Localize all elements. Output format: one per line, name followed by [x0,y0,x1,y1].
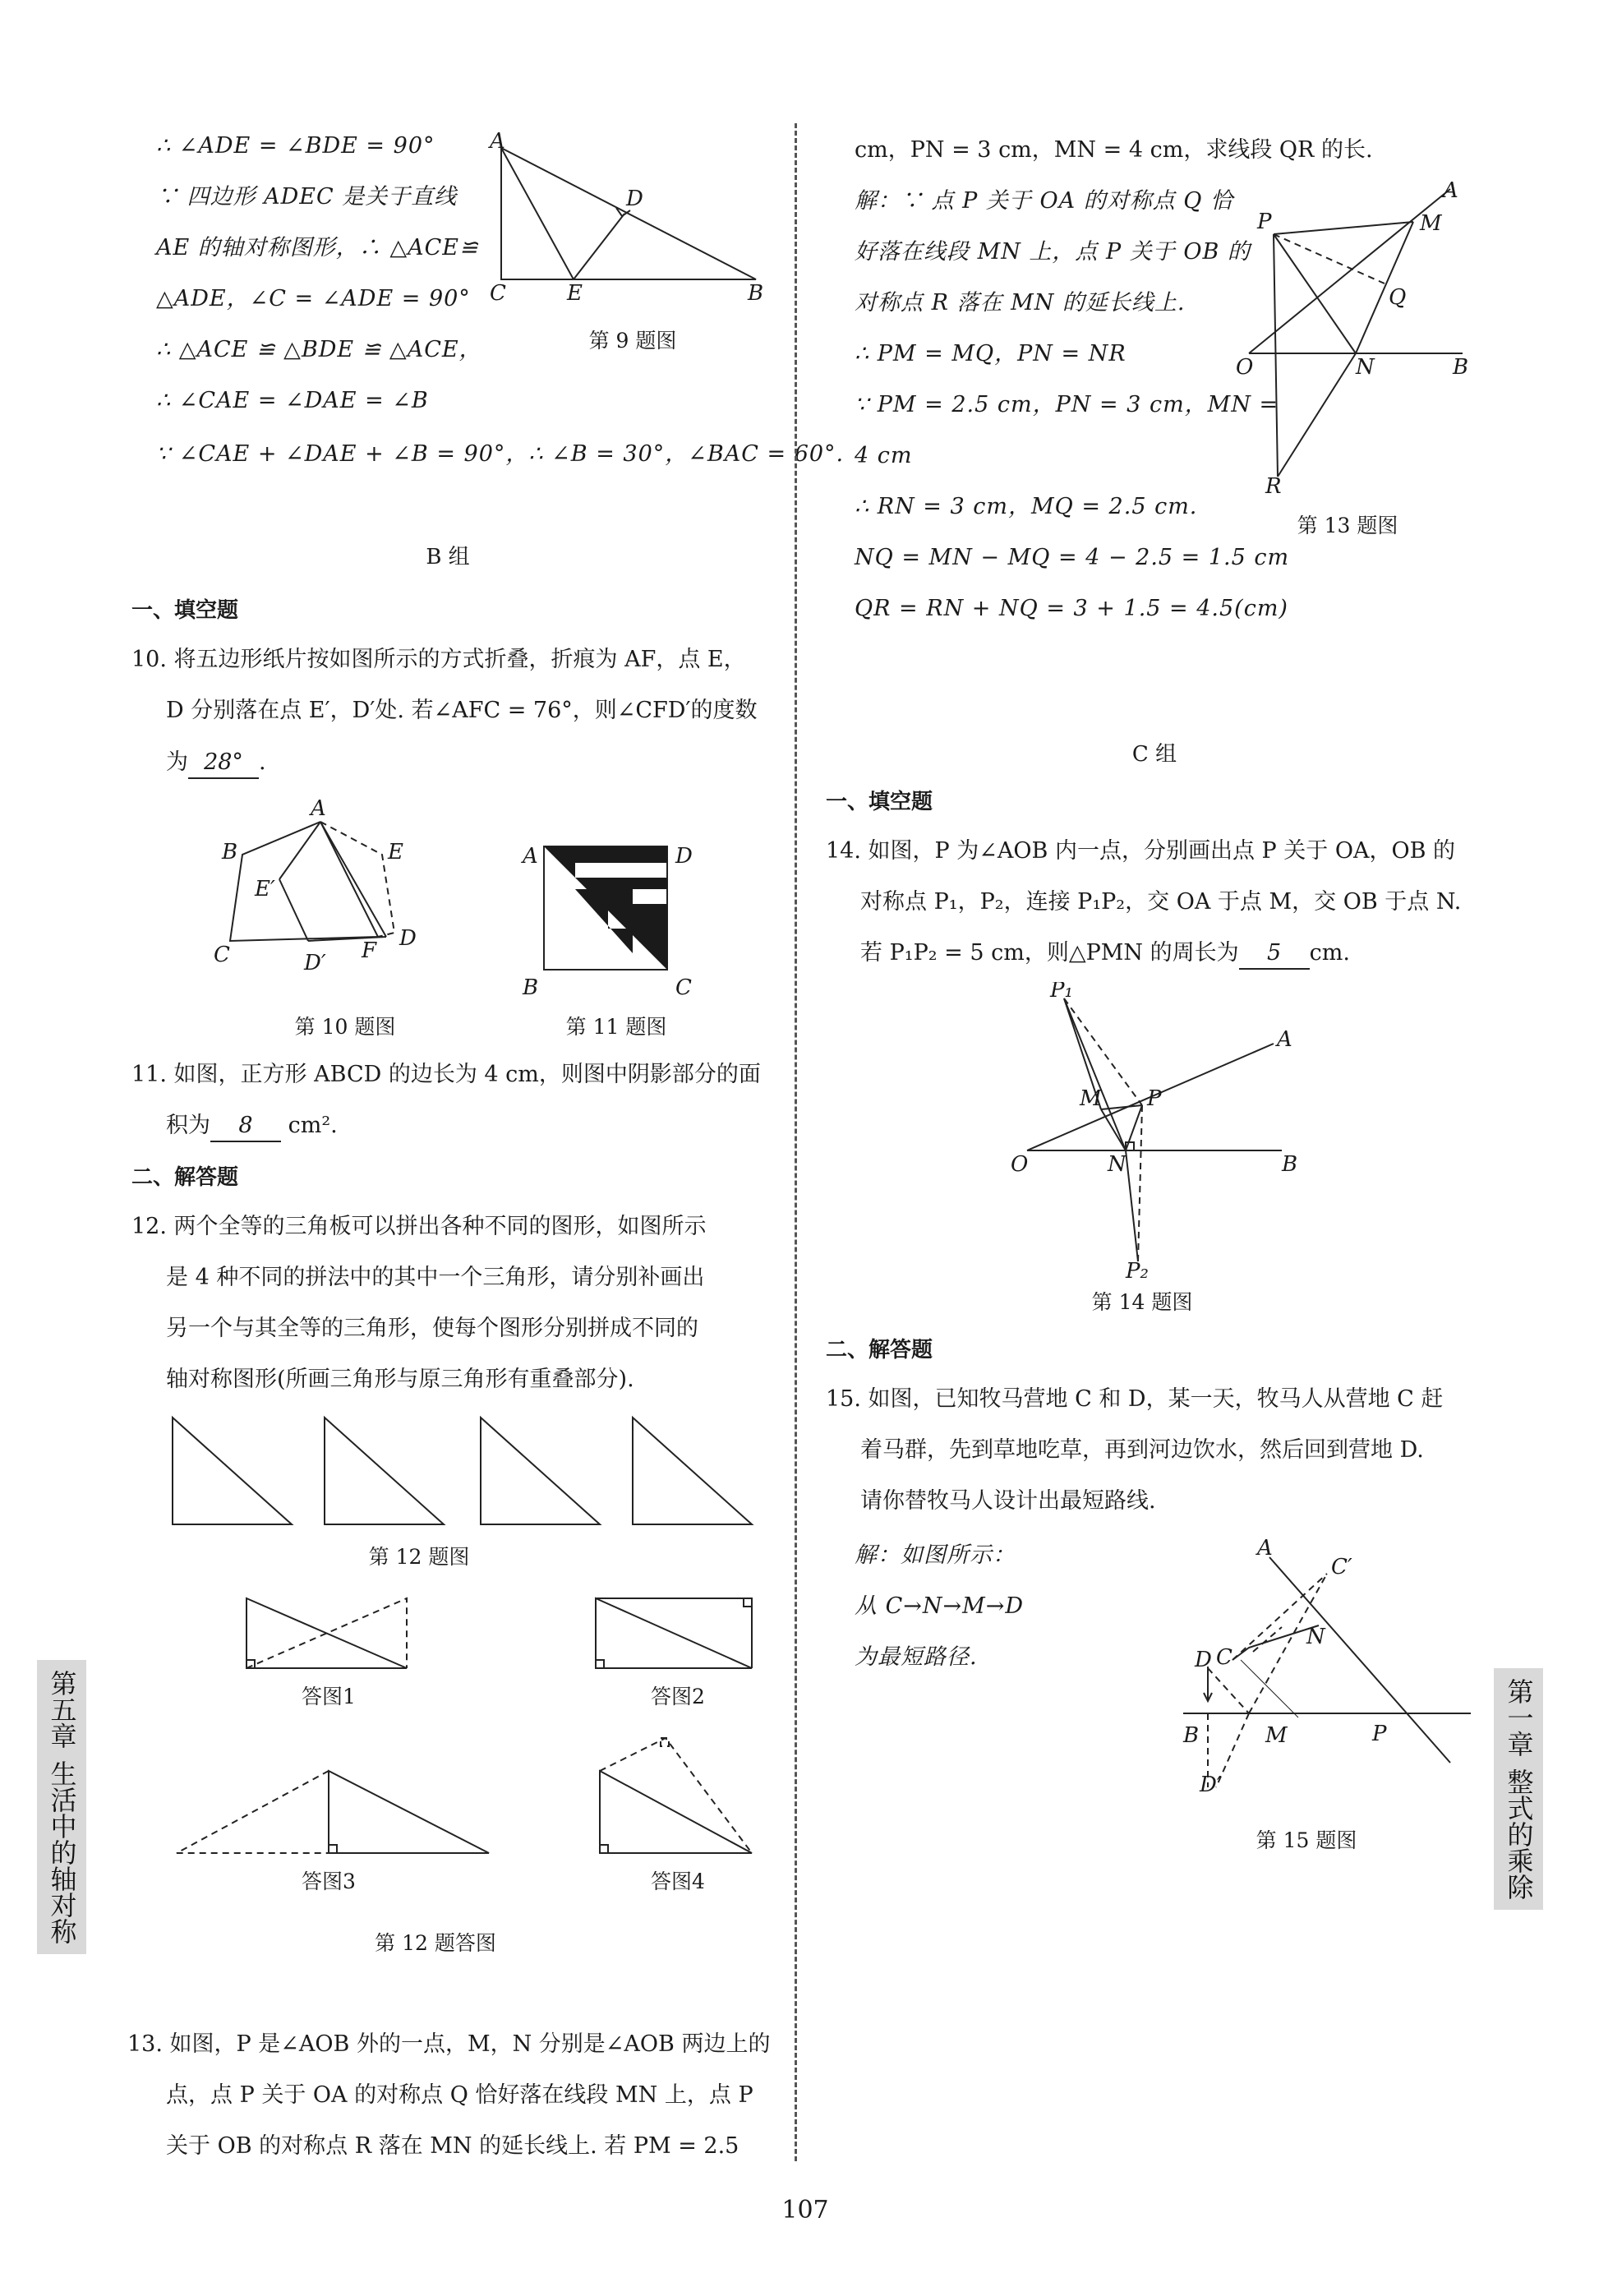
q13-label-b: B [1453,355,1469,380]
q11-label-b: B [523,975,539,1000]
q9-line-3: AE 的轴对称图形，∴ △ACE≌ [156,235,479,260]
figure-q13 [1232,181,1479,493]
q10-label-e-prime: E′ [255,877,275,901]
column-divider [795,123,797,2161]
q11-line-2: 积为 8 cm². [166,1111,338,1142]
q13-solution-2: 好落在线段 MN 上，点 P 关于 OB 的 [855,239,1251,265]
q15-line-3: 请你替牧马人设计出最短路线. [860,1488,1156,1514]
figure-q11 [518,838,723,1003]
fill-heading-b: 一、填空题 [131,598,239,623]
q15-caption: 第 15 题图 [1256,1828,1357,1852]
q10-caption: 第 10 题图 [294,1015,396,1039]
solve-heading-b: 二、解答题 [131,1165,239,1190]
figure-q10 [205,797,485,986]
q13-label-r: R [1265,474,1282,493]
q13-label-o: O [1236,355,1254,380]
q14-label-p1: P₁ [1050,982,1073,1003]
q15-solution-2: 从 C→N→M→D [855,1593,1025,1619]
q14-line-1: 14. 如图，P 为∠AOB 内一点，分别画出点 P 关于 OA，OB 的 [826,838,1456,864]
figure-q15 [1175,1537,1479,1800]
q15-label-d: D [1195,1648,1212,1672]
q10-answer: 28° [188,748,259,779]
q12-line-3: 另一个与其全等的三角形，使每个图形分别拼成不同的 [166,1316,698,1341]
q14-line-2: 对称点 P₁，P₂，连接 P₁P₂，交 OA 于点 M，交 OB 于点 N. [860,889,1462,915]
q12-line-1: 12. 两个全等的三角板可以拼出各种不同的图形，如图所示 [131,1214,707,1239]
q15-line-2: 着马群，先到草地吃草，再到河边饮水，然后回到营地 D. [860,1437,1424,1463]
q13-line-2: 点，点 P 关于 OA 的对称点 Q 恰好落在线段 MN 上，点 P [166,2082,753,2108]
q14-label-o: O [1011,1152,1029,1177]
q10-label-d: D [399,926,417,951]
figure-q14 [1011,982,1306,1278]
q15-solution-1: 解：如图所示： [855,1542,1016,1568]
q12-line-4: 轴对称图形(所画三角形与原三角形有重叠部分). [166,1367,634,1392]
q15-label-c: C [1216,1645,1232,1670]
q13-label-n: N [1356,355,1375,380]
group-b-title: B 组 [426,545,470,569]
q11-label-d: D [675,844,693,869]
q9-line-7: ∵ ∠CAE + ∠DAE + ∠B = 90°，∴ ∠B = 30°，∠BAC = 60°. [156,441,845,467]
q9-line-1: ∴ ∠ADE = ∠BDE = 90° [156,133,435,159]
q10-line-3: 为 28° . [166,748,266,779]
q10-label-a: A [311,797,326,821]
q11-label-a: A [523,844,538,869]
q15-label-d-prime: D′ [1200,1773,1222,1797]
q11-label-c: C [675,975,692,1000]
q13-line-3: 关于 OB 的对称点 R 落在 MN 的延长线上. 若 PM = 2.5 [166,2133,739,2159]
q14-label-a: A [1277,1027,1292,1052]
q13-label-m: M [1420,211,1442,236]
answer-figure-3-label: 答图3 [302,1870,356,1893]
figure-q12 [164,1409,772,1533]
q9-caption: 第 9 题图 [588,329,677,353]
q13-label-p: P [1257,210,1272,234]
q13-solution-6: 4 cm [855,443,913,468]
q15-label-n: N [1306,1625,1325,1649]
q10-label-e: E [388,840,403,864]
q9-label-d: D [626,187,643,211]
q9-line-6: ∴ ∠CAE = ∠DAE = ∠B [156,388,429,413]
q14-label-p2: P₂ [1126,1259,1149,1278]
q10-label-d-prime: D′ [304,951,326,975]
q9-line-5: ∴ △ACE ≌ △BDE ≌ △ACE， [156,337,482,362]
q9-label-c: C [490,281,506,306]
q9-label-a: A [490,129,505,154]
q9-line-4: △ADE，∠C = ∠ADE = 90° [156,286,471,311]
q13-solution-3: 对称点 R 落在 MN 的延长线上. [855,290,1186,316]
group-c-title: C 组 [1131,742,1177,767]
q15-solution-3: 为最短路径. [855,1644,978,1670]
q13-solution-5: ∵ PM = 2.5 cm，PN = 3 cm，MN = [855,392,1279,417]
answer-figure-2-label: 答图2 [651,1685,705,1708]
q13-caption: 第 13 题图 [1297,514,1398,537]
fill-heading-c: 一、填空题 [826,790,933,814]
right-chapter-tab [1494,1668,1543,1910]
right-chapter-number: 第一章 [1503,1678,1535,1757]
q14-label-m: M [1080,1086,1102,1111]
left-chapter-title: 生活中的轴对称 [46,1760,78,1944]
page-number: 107 [781,2196,829,2225]
q13-solution-8: NQ = MN − MQ = 4 − 2.5 = 1.5 cm [855,545,1290,570]
answer-figure-1-label: 答图1 [302,1685,356,1708]
q9-label-b: B [748,281,764,306]
q14-label-b: B [1282,1152,1298,1177]
q13-solution-1: 解：∵ 点 P 关于 OA 的对称点 Q 恰 [855,188,1234,214]
q12-line-2: 是 4 种不同的拼法中的其中一个三角形，请分别补画出 [166,1265,705,1290]
solve-heading-c: 二、解答题 [826,1338,933,1362]
q13-line-1: 13. 如图，P 是∠AOB 外的一点，M，N 分别是∠AOB 两边上的 [127,2031,771,2057]
right-chapter-title: 整式的乘除 [1503,1768,1535,1900]
q14-caption: 第 14 题图 [1091,1290,1193,1314]
q15-label-m: M [1265,1723,1288,1748]
q13-solution-7: ∴ RN = 3 cm，MQ = 2.5 cm. [855,494,1198,519]
left-chapter-tab [37,1660,86,1954]
q13-label-q: Q [1389,285,1407,310]
q15-label-p: P [1372,1722,1387,1746]
q10-label-b: B [222,840,238,864]
q14-label-p: P [1147,1086,1162,1111]
answer-figure-4 [592,1734,772,1865]
q12-answer-caption: 第 12 题答图 [375,1931,496,1955]
answer-figure-4-label: 答图4 [651,1870,705,1893]
q10-line-2: D 分别落在点 E′，D′处. 若∠AFC = 76°，则∠CFD′的度数 [166,698,758,723]
q12-caption: 第 12 题图 [368,1545,470,1569]
q9-line-2: ∵ 四边形 ADEC 是关于直线 [156,184,458,210]
answer-figure-3 [168,1767,514,1865]
q13-continued: cm，PN = 3 cm，MN = 4 cm，求线段 QR 的长. [855,137,1373,163]
q13-label-a: A [1443,181,1458,203]
q11-answer: 8 [210,1111,281,1142]
answer-figure-2 [587,1594,768,1676]
q10-label-f: F [362,938,377,963]
q15-line-1: 15. 如图，已知牧马营地 C 和 D，某一天，牧马人从营地 C 赶 [826,1386,1444,1412]
q11-caption: 第 11 题图 [565,1015,667,1039]
left-chapter-number: 第五章 [46,1670,78,1749]
figure-q9 [485,123,764,312]
q14-line-3: 若 P₁P₂ = 5 cm，则△PMN 的周长为 5 cm. [860,938,1350,970]
q14-label-n: N [1108,1152,1127,1177]
q15-label-a: A [1257,1537,1273,1561]
answer-figure-1 [238,1594,419,1676]
q15-label-c-prime: C′ [1331,1555,1352,1579]
q13-solution-9: QR = RN + NQ = 3 + 1.5 = 4.5(cm) [855,596,1288,621]
q9-label-e: E [567,281,583,306]
q13-solution-4: ∴ PM = MQ，PN = NR [855,341,1127,367]
q14-answer: 5 [1239,938,1310,970]
q11-line-1: 11. 如图，正方形 ABCD 的边长为 4 cm，则图中阴影部分的面 [131,1062,761,1087]
q15-label-b: B [1183,1723,1200,1748]
q10-label-c: C [214,943,230,967]
q10-line-1: 10. 将五边形纸片按如图所示的方式折叠，折痕为 AF，点 E， [131,647,746,672]
